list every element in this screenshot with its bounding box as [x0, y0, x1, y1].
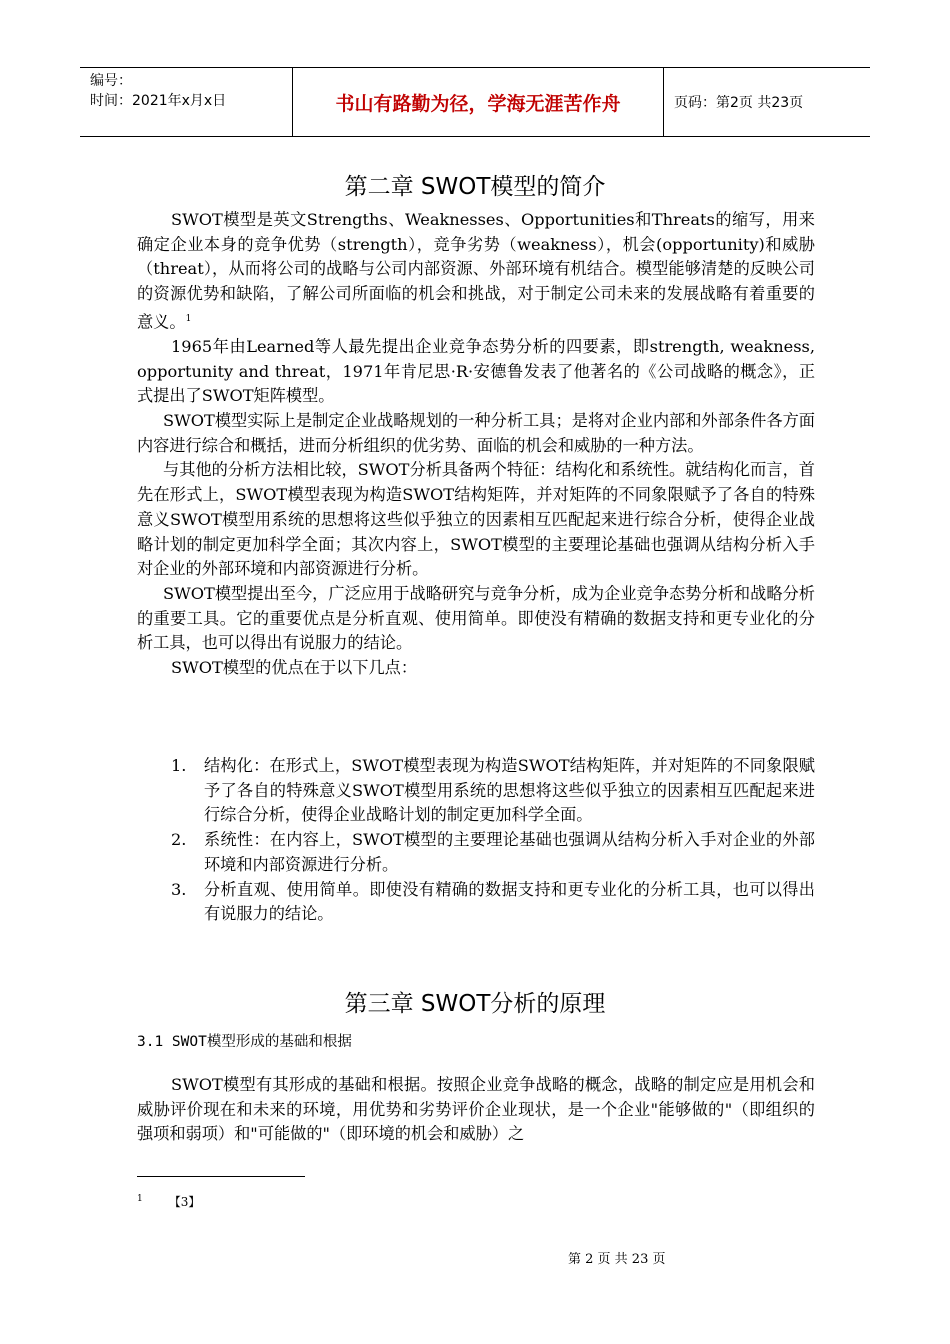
header-left-cell — [80, 68, 293, 136]
paragraph: SWOT模型提出至今，广泛应用于战略研究与竞争分析，成为企业竞争态势分析和战略分析的重要工具。它的重要优点是分析直观、使用简单。即使没有精确的数据支持和更专业化的分析工具，也可以得出有说服力的结论。 — [137, 583, 815, 653]
document-number-label: 编号： — [90, 73, 132, 89]
list-item — [137, 828, 815, 877]
list-item-text: 结构化：在形式上，SWOT模型表现为构造SWOT结构矩阵，并对矩阵的不同象限赋予了各自的特殊意义SWOT模型用系统的思想将这些似乎独立的因素相互匹配起来进行综合分析，使得企业战略计划的制定更加科学全面。 — [204, 756, 815, 825]
paragraph-text: SWOT模型是英文Strengths、Weaknesses、Opportunities和Threats的缩写，用来确定企业本身的竞争优势（strength），竞争劣势（weakness），机会(opportunity)和威胁（threat），从而将公司的战略与公司内部资源、外部环境有机结合。模型能够清楚的反映公司的资源优势和缺陷，了解公司所面临的机会和挑战，对于制定公司未来的发展战略有着重要的意义。 — [137, 210, 815, 332]
list-item — [137, 754, 815, 828]
paragraph: SWOT模型有其形成的基础和根据。按照企业竞争战略的概念，战略的制定应是用机会和威胁评价现在和未来的环境，用优势和劣势评价企业现状，是一个企业"能够做的"（即组织的强项和弱项）和"可能做的"（即环境的机会和威胁）之 — [137, 1075, 815, 1144]
paragraph: 1965年由Learned等人最先提出企业竞争态势分析的四要素，即strength, weakness, opportunity and threat，1971年肯尼思·R·安德鲁发表了他著名的《公司战略的概念》，正式提出了SWOT矩阵模型。 — [137, 336, 815, 406]
header-table — [80, 67, 870, 137]
chapter2-title: 第二章 SWOT模型的简介 — [344, 174, 606, 200]
chapter3-body — [137, 1073, 815, 1147]
list-item-text: 分析直观、使用简单。即使没有精确的数据支持和更专业化的分析工具，也可以得出有说服力的结论。 — [204, 879, 815, 924]
paragraph: SWOT模型实际上是制定企业战略规划的一种分析工具；是将对企业内部和外部条件各方面内容进行综合和概括，进而分析组织的优劣势、面临的机会和威胁的一种方法。 — [137, 411, 815, 455]
footnote-mark: 1 — [137, 1194, 143, 1204]
paragraph: SWOT模型的优点在于以下几点： — [171, 658, 418, 678]
footnote-text: 【3】 — [168, 1195, 201, 1209]
list-number: 1. — [171, 756, 187, 775]
page-footer: 第 2 页 共 23 页 — [568, 1252, 666, 1267]
chapter3-title: 第三章 SWOT分析的原理 — [344, 991, 606, 1017]
header-page-info: 页码：第2页 共23页 — [674, 95, 804, 111]
paragraph — [137, 208, 815, 335]
header-motto: 书山有路勤为径，学海无涯苦作舟 — [293, 68, 664, 136]
list-item-text: 系统性：在内容上，SWOT模型的主要理论基础也强调从结构分析入手对企业的外部环境和内部资源进行分析。 — [204, 830, 815, 874]
section-heading: 3.1 SWOT模型形成的基础和根据 — [137, 1034, 352, 1050]
list-number: 3. — [171, 879, 187, 899]
advantages-list — [137, 754, 815, 927]
footnote-ref[interactable]: 1 — [185, 313, 192, 324]
chapter2-body — [137, 208, 815, 681]
list-item — [137, 878, 815, 927]
footnote — [137, 1193, 200, 1210]
document-time-label: 时间：2021年x月x日 — [90, 93, 227, 109]
paragraph: 与其他的分析方法相比较，SWOT分析具备两个特征：结构化和系统性。就结构化而言，首先在形式上，SWOT模型表现为构造SWOT结构矩阵，并对矩阵的不同象限赋予了各自的特殊意义SWOT模型用系统的思想将这些似乎独立的因素相互匹配起来进行综合分析，使得企业战略计划的制定更加科学全面；其次内容上，SWOT模型的主要理论基础也强调从结构分析入手对企业的外部环境和内部资源进行分析。 — [137, 460, 815, 579]
footnote-separator — [137, 1176, 305, 1177]
list-number: 2. — [171, 830, 187, 850]
